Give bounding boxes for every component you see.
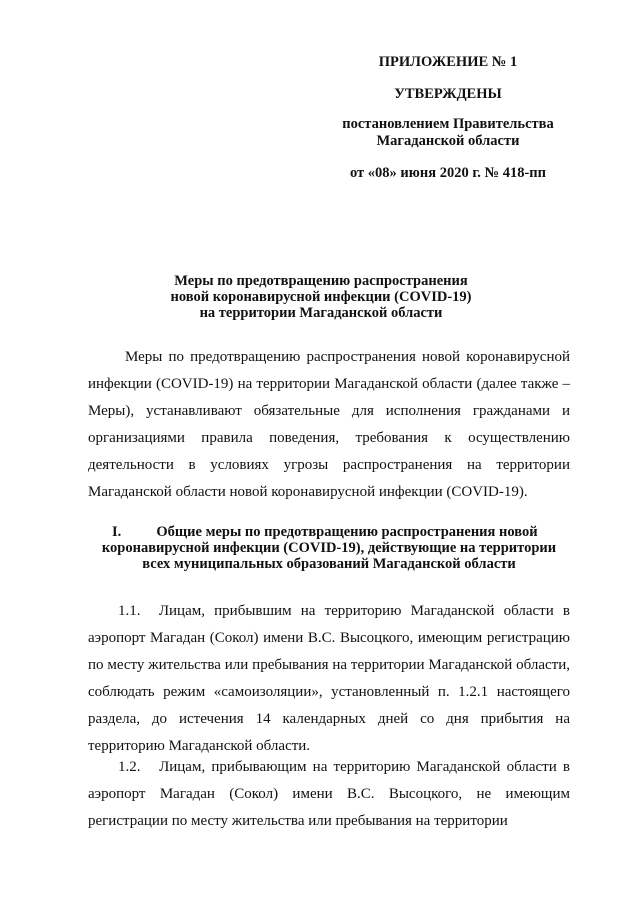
title-line: новой коронавирусной инфекции (COVID-19) <box>170 289 472 305</box>
decree-date: от «08» июня 2020 г. № 418-пп <box>350 165 546 181</box>
list-item <box>88 754 570 835</box>
section-heading <box>88 524 570 572</box>
item-number: 1.1. <box>118 603 141 619</box>
approval-block <box>318 54 578 182</box>
section-heading-line: коронавирусной инфекции (COVID-19), действующие на территории <box>101 540 557 556</box>
section-numeral: I. <box>112 524 122 540</box>
approved-label: УТВЕРЖДЕНЫ <box>394 86 502 102</box>
appendix-label: ПРИЛОЖЕНИЕ № 1 <box>378 54 518 70</box>
decree-line: постановлением Правительства <box>342 116 554 132</box>
title-line: на территории Магаданской области <box>199 305 443 321</box>
intro-text: Меры по предотвращению распространения новой коронавирусной инфекции (COVID-19) на территории Магаданской области (далее также – Меры), устанавливают обязательные для исполнения гражданами и организациями правила поведения, требования к осуществлению деятельности в условиях угрозы распространения на территории Магаданской области новой коронавирусной инфекции (COVID-19). <box>88 349 570 500</box>
decree-line: Магаданской области <box>376 133 520 149</box>
list-item <box>88 598 570 760</box>
section-heading-line: Общие меры по предотвращению распространения новой <box>156 524 538 540</box>
decree-reference <box>318 116 578 150</box>
item-text: Лицам, прибывающим на территорию Магаданской области в аэропорт Магадан (Сокол) имени В.С. Высоцкого, не имеющим регистрации по месту жительства или пребывания на территории <box>88 759 570 829</box>
item-text: Лицам, прибывшим на территорию Магаданской области в аэропорт Магадан (Сокол) имени В.С. Высоцкого, имеющим регистрацию по месту жительства или пребывания на территории Магаданской области, соблюдать режим «самоизоляции», установленный п. 1.2.1 настоящего раздела, до истечения 14 календарных дней со дня прибытия на территорию Магаданской области. <box>88 603 570 754</box>
section-heading-line: всех муниципальных образований Магаданской области <box>142 556 516 572</box>
item-number: 1.2. <box>118 759 141 775</box>
title-line: Меры по предотвращению распространения <box>174 273 468 289</box>
intro-paragraph <box>88 344 570 506</box>
document-title <box>100 273 542 321</box>
